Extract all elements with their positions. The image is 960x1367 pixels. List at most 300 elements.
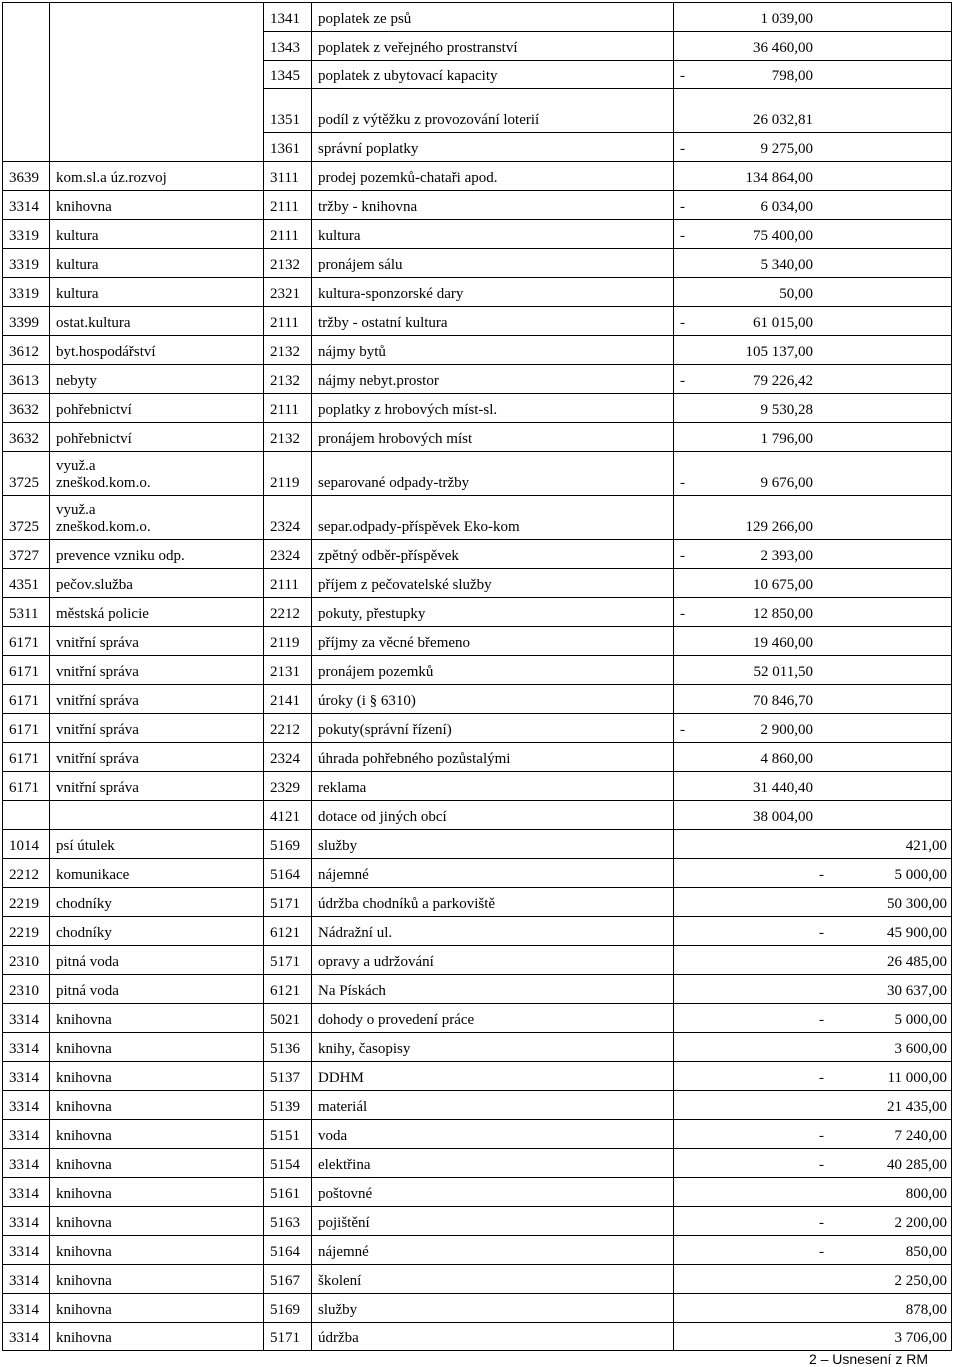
item-description-cell (312, 829, 674, 858)
item-description-text: separované odpady-tržby (318, 475, 470, 491)
income-row (2, 335, 952, 364)
item-code-text: 5163 (270, 1215, 300, 1231)
amount-cell (674, 1177, 952, 1206)
amount-cell (674, 858, 952, 887)
paragraph-name-text: kultura (56, 228, 99, 244)
paragraph-code-cell (2, 306, 50, 335)
item-description-text: úhrada pohřebného pozůstalými (318, 751, 511, 767)
item-code-text: 2132 (270, 344, 300, 360)
amount-cell (674, 887, 952, 916)
paragraph-name-text: vnitřní správa (56, 722, 139, 738)
amount-cell (674, 422, 952, 451)
item-description-cell (312, 626, 674, 655)
amount-cell (674, 626, 952, 655)
item-code-cell (264, 1148, 312, 1177)
item-code-text: 5161 (270, 1186, 300, 1202)
paragraph-code-cell (2, 626, 50, 655)
income-row (2, 219, 952, 248)
item-code-text: 2141 (270, 693, 300, 709)
amount-cell (674, 597, 952, 626)
paragraph-code-text: 3314 (9, 1244, 39, 1260)
paragraph-code-cell (2, 495, 50, 539)
paragraph-code-cell (2, 364, 50, 393)
paragraph-name-text: pitná voda (56, 954, 119, 970)
item-code-text: 5137 (270, 1070, 300, 1086)
amount-cell (674, 655, 952, 684)
income-row (2, 684, 952, 713)
amount-cell (674, 974, 952, 1003)
item-code-text: 5151 (270, 1128, 300, 1144)
paragraph-code-cell (2, 916, 50, 945)
paragraph-name-text: kom.sl.a úz.rozvoj (56, 170, 167, 186)
negative-sign: - (680, 68, 685, 84)
expense-row (2, 1206, 952, 1235)
paragraph-name-cell (50, 1235, 264, 1264)
item-code-text: 1341 (270, 11, 300, 27)
item-code-text: 5164 (270, 867, 300, 883)
paragraph-code-cell (2, 88, 50, 132)
paragraph-code-text: 2310 (9, 954, 39, 970)
paragraph-code-text: 3314 (9, 1186, 39, 1202)
expense-row (2, 1061, 952, 1090)
paragraph-code-text: 5311 (9, 606, 39, 622)
paragraph-code-cell (2, 31, 50, 60)
amount-cell (674, 88, 952, 132)
income-row (2, 132, 952, 161)
income-row (2, 742, 952, 771)
item-code-text: 5139 (270, 1099, 300, 1115)
paragraph-name-text: byt.hospodářství (56, 344, 156, 360)
item-description-text: dotace od jiných obcí (318, 809, 447, 825)
expense-row (2, 1235, 952, 1264)
paragraph-name-text: vnitřní správa (56, 635, 139, 651)
amount-value: 800,00 (905, 1186, 947, 1202)
item-description-cell (312, 306, 674, 335)
amount-cell (674, 335, 952, 364)
item-description-text: separ.odpady-příspěvek Eko-kom (318, 519, 520, 535)
paragraph-name-text: využ.a zneškod.kom.o. (56, 458, 151, 491)
paragraph-name-cell (50, 974, 264, 1003)
item-description-cell (312, 539, 674, 568)
amount-cell (674, 713, 952, 742)
amount-cell (674, 451, 952, 495)
paragraph-name-text: chodníky (56, 925, 112, 941)
negative-sign: - (680, 722, 685, 738)
item-code-text: 1351 (270, 112, 300, 128)
paragraph-name-text: pitná voda (56, 983, 119, 999)
paragraph-code-cell (2, 1177, 50, 1206)
amount-value: 798,00 (771, 68, 813, 84)
amount-value: 75 400,00 (753, 228, 813, 244)
item-description-text: údržba (318, 1330, 359, 1346)
paragraph-name-text: knihovna (56, 1128, 112, 1144)
amount-value: 9 676,00 (760, 475, 813, 491)
amount-value: 850,00 (905, 1244, 947, 1260)
item-description-cell (312, 1322, 674, 1351)
paragraph-name-cell (50, 335, 264, 364)
item-description-text: úroky (i § 6310) (318, 693, 416, 709)
amount-cell (674, 684, 952, 713)
item-code-text: 6121 (270, 983, 300, 999)
item-description-cell (312, 800, 674, 829)
paragraph-code-cell (2, 1032, 50, 1061)
amount-value: 10 675,00 (753, 577, 813, 593)
paragraph-code-text: 3632 (9, 431, 39, 447)
item-description-text: nájemné (318, 1244, 369, 1260)
paragraph-name-cell (50, 742, 264, 771)
amount-value: 134 864,00 (745, 170, 813, 186)
item-code-text: 2212 (270, 722, 300, 738)
paragraph-code-text: 3314 (9, 1041, 39, 1057)
item-code-cell (264, 800, 312, 829)
item-description-cell (312, 742, 674, 771)
paragraph-code-text: 3727 (9, 548, 39, 564)
item-code-text: 5171 (270, 896, 300, 912)
item-description-cell (312, 1119, 674, 1148)
paragraph-code-text: 3639 (9, 170, 39, 186)
paragraph-name-text: městská policie (56, 606, 149, 622)
paragraph-name-cell (50, 219, 264, 248)
amount-value: 6 034,00 (760, 199, 813, 215)
item-code-cell (264, 132, 312, 161)
amount-cell (674, 364, 952, 393)
paragraph-code-cell (2, 829, 50, 858)
item-description-cell (312, 974, 674, 1003)
amount-value: 5 340,00 (760, 257, 813, 273)
paragraph-name-cell (50, 306, 264, 335)
item-description-text: příjmy za věcné břemeno (318, 635, 471, 651)
amount-cell (674, 800, 952, 829)
item-description-text: nájemné (318, 867, 369, 883)
item-description-text: zpětný odběr-příspěvek (318, 548, 459, 564)
item-code-text: 2119 (270, 635, 300, 651)
item-code-cell (264, 190, 312, 219)
amount-cell (674, 2, 952, 31)
amount-cell (674, 60, 952, 88)
paragraph-name-text: pohřebnictví (56, 431, 132, 447)
income-row (2, 568, 952, 597)
amount-cell (674, 161, 952, 190)
amount-cell (674, 829, 952, 858)
paragraph-code-cell (2, 974, 50, 1003)
paragraph-name-cell (50, 451, 264, 495)
paragraph-name-cell (50, 190, 264, 219)
item-code-text: 2212 (270, 606, 300, 622)
amount-cell (674, 219, 952, 248)
amount-cell (674, 945, 952, 974)
paragraph-code-cell (2, 684, 50, 713)
item-description-cell (312, 31, 674, 60)
negative-sign: - (819, 1215, 824, 1231)
item-code-text: 2119 (270, 475, 300, 491)
negative-sign: - (680, 228, 685, 244)
paragraph-code-cell (2, 887, 50, 916)
item-code-cell (264, 1322, 312, 1351)
item-description-text: materiál (318, 1099, 368, 1115)
item-description-cell (312, 1090, 674, 1119)
paragraph-name-text: knihovna (56, 1215, 112, 1231)
amount-cell (674, 568, 952, 597)
item-description-text: pronájem pozemků (318, 664, 434, 680)
item-description-text: poplatky z hrobových míst-sl. (318, 402, 498, 418)
item-code-cell (264, 771, 312, 800)
item-description-text: tržby - knihovna (318, 199, 418, 215)
item-description-text: pokuty, přestupky (318, 606, 426, 622)
item-description-text: opravy a udržování (318, 954, 434, 970)
paragraph-name-cell (50, 1003, 264, 1032)
item-description-text: školení (318, 1273, 362, 1289)
item-code-cell (264, 219, 312, 248)
paragraph-name-text: knihovna (56, 1244, 112, 1260)
item-description-cell (312, 190, 674, 219)
amount-cell (674, 742, 952, 771)
paragraph-name-text: ostat.kultura (56, 315, 131, 331)
item-code-cell (264, 858, 312, 887)
item-description-cell (312, 684, 674, 713)
paragraph-name-cell (50, 858, 264, 887)
amount-value: 45 900,00 (887, 925, 947, 941)
item-description-text: podíl z výtěžku z provozování loterií (318, 112, 540, 128)
item-description-text: poplatek z veřejného prostranství (318, 40, 518, 56)
item-description-cell (312, 1177, 674, 1206)
item-description-cell (312, 2, 674, 31)
income-row (2, 161, 952, 190)
item-code-cell (264, 422, 312, 451)
item-code-cell (264, 539, 312, 568)
item-code-text: 5021 (270, 1012, 300, 1028)
item-code-text: 5154 (270, 1157, 300, 1173)
paragraph-code-cell (2, 1003, 50, 1032)
item-code-cell (264, 1032, 312, 1061)
amount-cell (674, 916, 952, 945)
expense-row (2, 945, 952, 974)
item-description-cell (312, 1032, 674, 1061)
income-row (2, 277, 952, 306)
amount-cell (674, 306, 952, 335)
negative-sign: - (680, 141, 685, 157)
amount-cell (674, 1061, 952, 1090)
item-description-text: poštovné (318, 1186, 373, 1202)
paragraph-name-cell (50, 916, 264, 945)
paragraph-name-cell (50, 495, 264, 539)
item-description-cell (312, 713, 674, 742)
expense-row (2, 974, 952, 1003)
amount-value: 36 460,00 (753, 40, 813, 56)
item-description-text: kultura-sponzorské dary (318, 286, 464, 302)
item-description-cell (312, 451, 674, 495)
paragraph-name-cell (50, 800, 264, 829)
paragraph-name-cell (50, 684, 264, 713)
item-description-cell (312, 277, 674, 306)
paragraph-code-text: 3314 (9, 1330, 39, 1346)
amount-cell (674, 495, 952, 539)
item-description-cell (312, 858, 674, 887)
item-code-text: 6121 (270, 925, 300, 941)
paragraph-name-cell (50, 771, 264, 800)
paragraph-name-cell (50, 364, 264, 393)
paragraph-name-text: vnitřní správa (56, 693, 139, 709)
paragraph-name-text: knihovna (56, 1186, 112, 1202)
amount-cell (674, 1235, 952, 1264)
item-code-cell (264, 393, 312, 422)
amount-value: 9 275,00 (760, 141, 813, 157)
amount-cell (674, 277, 952, 306)
paragraph-code-cell (2, 771, 50, 800)
expense-row (2, 1003, 952, 1032)
paragraph-code-cell (2, 1148, 50, 1177)
amount-value: 3 600,00 (894, 1041, 947, 1057)
item-code-cell (264, 713, 312, 742)
paragraph-name-text: knihovna (56, 1330, 112, 1346)
item-code-cell (264, 306, 312, 335)
item-code-cell (264, 684, 312, 713)
item-description-text: pokuty(správní řízení) (318, 722, 452, 738)
item-description-text: voda (318, 1128, 348, 1144)
amount-value: 421,00 (905, 838, 947, 854)
paragraph-code-text: 3314 (9, 199, 39, 215)
amount-cell (674, 1003, 952, 1032)
amount-cell (674, 31, 952, 60)
amount-cell (674, 1206, 952, 1235)
paragraph-name-text: knihovna (56, 1157, 112, 1173)
item-code-cell (264, 1235, 312, 1264)
amount-cell (674, 248, 952, 277)
item-code-cell (264, 1206, 312, 1235)
paragraph-name-cell (50, 31, 264, 60)
amount-value: 50,00 (779, 286, 813, 302)
paragraph-code-text: 3632 (9, 402, 39, 418)
item-description-cell (312, 219, 674, 248)
amount-value: 26 032,81 (753, 112, 813, 128)
income-row (2, 31, 952, 60)
item-description-cell (312, 1003, 674, 1032)
paragraph-name-text: knihovna (56, 1012, 112, 1028)
item-code-text: 1345 (270, 68, 300, 84)
item-description-cell (312, 248, 674, 277)
paragraph-code-cell (2, 1264, 50, 1293)
item-code-cell (264, 495, 312, 539)
item-description-text: služby (318, 1302, 358, 1318)
item-description-text: poplatek z ubytovací kapacity (318, 68, 498, 84)
paragraph-name-cell (50, 539, 264, 568)
paragraph-code-text: 3399 (9, 315, 39, 331)
paragraph-name-cell (50, 1119, 264, 1148)
income-row (2, 655, 952, 684)
paragraph-name-text: pohřebnictví (56, 402, 132, 418)
item-description-cell (312, 60, 674, 88)
expense-row (2, 1322, 952, 1351)
expense-row (2, 1119, 952, 1148)
expense-row (2, 887, 952, 916)
item-description-text: údržba chodníků a parkoviště (318, 896, 496, 912)
paragraph-name-cell (50, 568, 264, 597)
paragraph-code-cell (2, 335, 50, 364)
paragraph-name-text: kultura (56, 257, 99, 273)
paragraph-name-cell (50, 1061, 264, 1090)
item-description-cell (312, 887, 674, 916)
paragraph-code-text: 6171 (9, 693, 39, 709)
item-description-text: Na Pískách (318, 983, 386, 999)
paragraph-code-cell (2, 248, 50, 277)
item-code-text: 2131 (270, 664, 300, 680)
paragraph-code-text: 3314 (9, 1070, 39, 1086)
item-code-cell (264, 161, 312, 190)
item-code-cell (264, 335, 312, 364)
paragraph-name-cell (50, 88, 264, 132)
item-description-cell (312, 1206, 674, 1235)
amount-value: 30 637,00 (887, 983, 947, 999)
income-row (2, 190, 952, 219)
paragraph-code-text: 2219 (9, 925, 39, 941)
item-code-cell (264, 277, 312, 306)
amount-value: 2 393,00 (760, 548, 813, 564)
paragraph-code-cell (2, 2, 50, 31)
income-row (2, 422, 952, 451)
negative-sign: - (819, 925, 824, 941)
amount-value: 40 285,00 (887, 1157, 947, 1173)
expense-row (2, 858, 952, 887)
paragraph-name-cell (50, 393, 264, 422)
amount-cell (674, 1264, 952, 1293)
item-code-text: 5169 (270, 838, 300, 854)
item-description-text: reklama (318, 780, 367, 796)
paragraph-code-cell (2, 800, 50, 829)
paragraph-code-cell (2, 945, 50, 974)
income-row (2, 713, 952, 742)
negative-sign: - (680, 548, 685, 564)
amount-value: 9 530,28 (760, 402, 813, 418)
item-code-text: 2324 (270, 519, 300, 535)
paragraph-code-text: 3319 (9, 257, 39, 273)
paragraph-name-text: vnitřní správa (56, 664, 139, 680)
income-row (2, 597, 952, 626)
paragraph-name-text: komunikace (56, 867, 130, 883)
item-description-cell (312, 916, 674, 945)
item-code-cell (264, 364, 312, 393)
paragraph-code-cell (2, 277, 50, 306)
item-description-text: příjem z pečovatelské služby (318, 577, 492, 593)
item-description-cell (312, 655, 674, 684)
paragraph-code-text: 3725 (9, 519, 39, 535)
paragraph-name-cell (50, 829, 264, 858)
amount-value: 3 706,00 (894, 1330, 947, 1346)
item-description-text: tržby - ostatní kultura (318, 315, 448, 331)
item-code-cell (264, 568, 312, 597)
paragraph-name-cell (50, 1264, 264, 1293)
paragraph-name-cell (50, 626, 264, 655)
item-code-cell (264, 1264, 312, 1293)
paragraph-name-text: knihovna (56, 1041, 112, 1057)
item-description-text: pronájem hrobových míst (318, 431, 473, 447)
paragraph-name-text: psí útulek (56, 838, 115, 854)
paragraph-code-text: 3314 (9, 1215, 39, 1231)
item-code-cell (264, 1003, 312, 1032)
item-description-text: nájmy bytů (318, 344, 386, 360)
paragraph-code-cell (2, 1293, 50, 1322)
paragraph-code-text: 6171 (9, 635, 39, 651)
item-code-cell (264, 1061, 312, 1090)
item-code-text: 5164 (270, 1244, 300, 1260)
item-code-cell (264, 1090, 312, 1119)
paragraph-name-cell (50, 1177, 264, 1206)
paragraph-name-cell (50, 2, 264, 31)
paragraph-code-text: 3725 (9, 475, 39, 491)
negative-sign: - (819, 1012, 824, 1028)
item-code-cell (264, 916, 312, 945)
paragraph-name-text: chodníky (56, 896, 112, 912)
expense-row (2, 916, 952, 945)
amount-value: 21 435,00 (887, 1099, 947, 1115)
